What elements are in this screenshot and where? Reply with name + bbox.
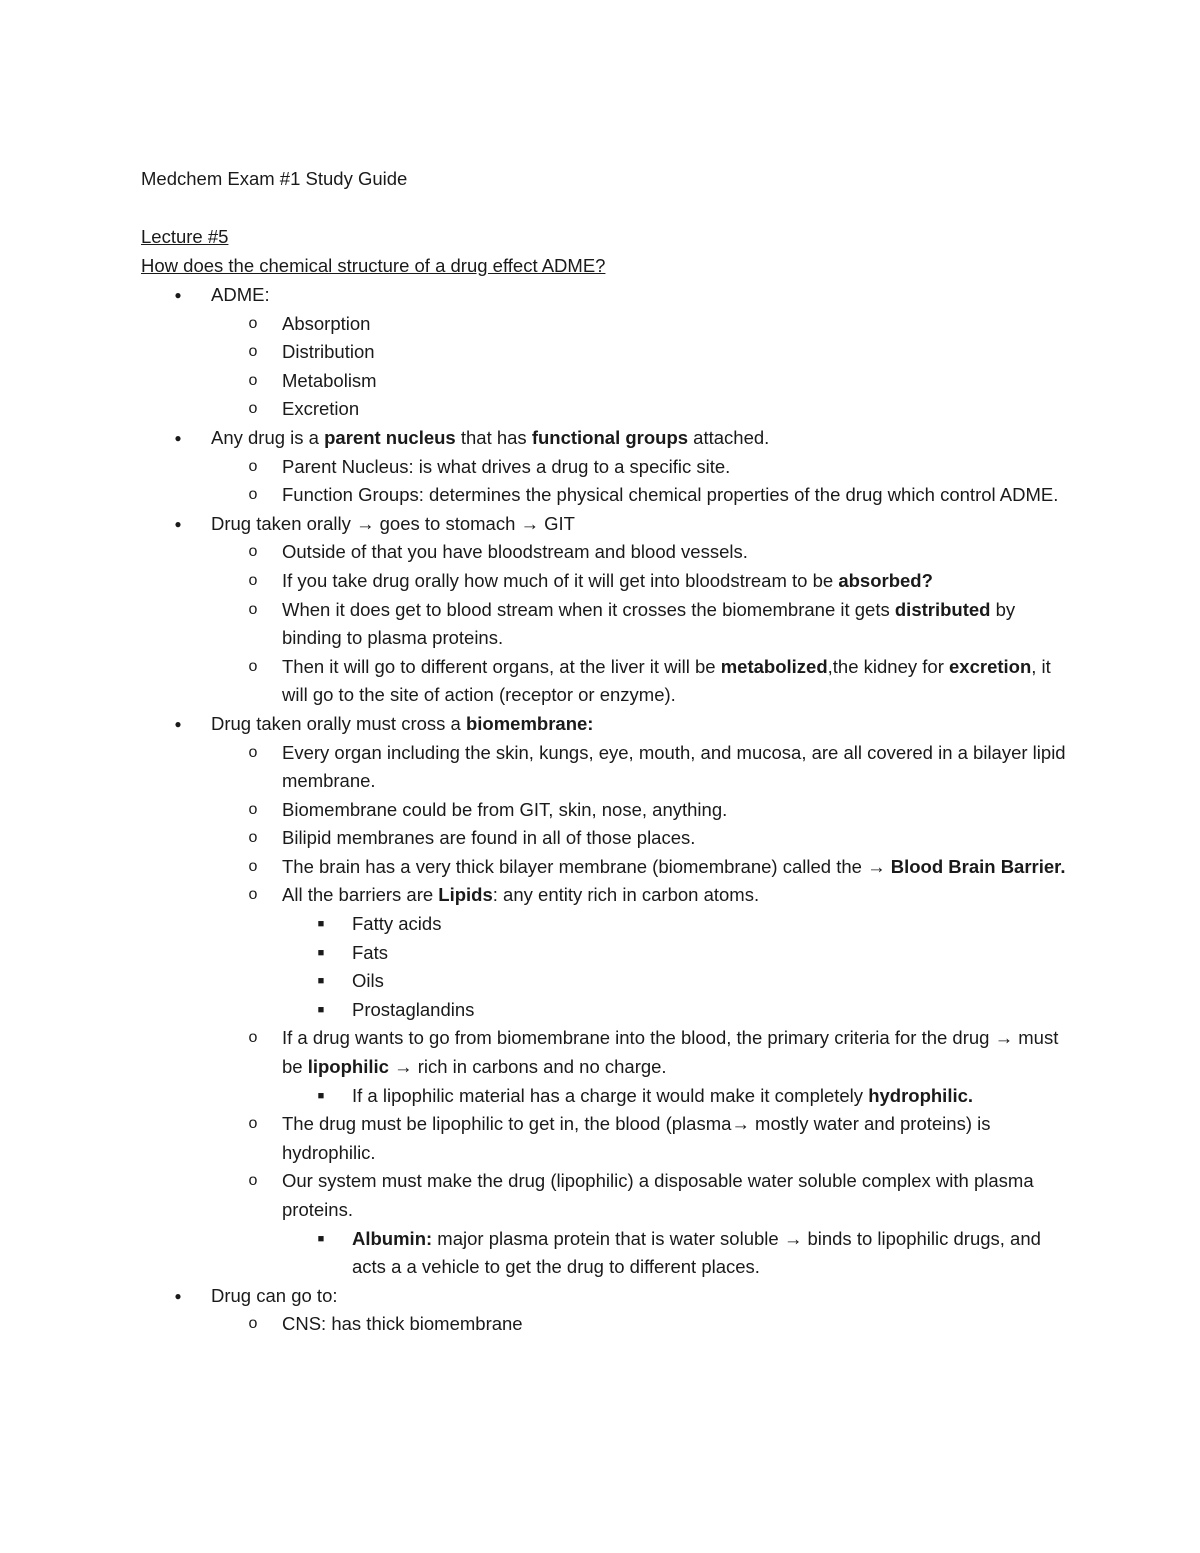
text-segment: When it does get to blood stream when it crosses the biomembrane it gets — [282, 598, 895, 620]
bullet-square-icon: ■ — [317, 1232, 325, 1245]
list-item-level-3 — [0, 1082, 1200, 1111]
list-item-level-3 — [0, 939, 1200, 968]
bold-term: absorbed? — [838, 569, 933, 591]
list-item-level-1 — [0, 1282, 1200, 1311]
text-segment: Drug can go to: — [211, 1284, 338, 1306]
list-item-level-2 — [0, 596, 1200, 653]
list-item-text — [282, 338, 1072, 367]
text-segment: → rich in carbons and no charge. — [388, 1056, 667, 1078]
list-item-level-2 — [0, 538, 1200, 567]
list-item-text — [352, 967, 1072, 996]
list-item-text — [352, 910, 1072, 939]
text-segment: If a drug wants to go from biomembrane into the blood, the primary criteria for the drug → must be — [282, 1027, 1059, 1078]
bullet-square-icon: ■ — [317, 975, 325, 988]
list-item-level-3 — [0, 996, 1200, 1025]
text-segment: , it will go to the site of action (receptor or enzyme). — [282, 655, 1051, 706]
list-item-text — [282, 453, 1072, 482]
text-segment: Oils — [352, 970, 384, 992]
list-item-level-2 — [0, 310, 1200, 339]
list-item-text — [282, 395, 1072, 424]
bullet-dot-icon: ● — [174, 1288, 182, 1303]
bold-term: distributed — [894, 598, 991, 620]
list-item-level-1 — [0, 710, 1200, 739]
bullet-square-icon: ■ — [317, 918, 325, 931]
text-segment: Our system must make the drug (lipophilic) a disposable water soluble complex with plasma proteins. — [282, 1170, 1034, 1220]
text-segment: attached. — [688, 426, 770, 448]
list-item-text — [282, 1310, 1072, 1339]
text-segment: The drug must be lipophilic to get in, the blood (plasma→ mostly water and proteins) is hydrophilic. — [282, 1113, 991, 1163]
bold-term: Albumin: — [352, 1227, 433, 1249]
list-item-text — [211, 281, 1071, 310]
list-item-text — [211, 1282, 1071, 1311]
bold-term: hydrophilic. — [868, 1084, 974, 1106]
list-item-text — [282, 1167, 1072, 1224]
list-item-text — [282, 567, 1072, 596]
list-item-text — [282, 1024, 1072, 1081]
list-item-text — [282, 796, 1072, 825]
bold-term: lipophilic — [307, 1056, 389, 1078]
list-item-level-2 — [0, 653, 1200, 710]
bullet-dot-icon: ● — [174, 430, 182, 445]
list-item-text — [282, 596, 1072, 653]
document-title: Medchem Exam #1 Study Guide — [141, 168, 408, 189]
bullet-circle-icon: o — [248, 371, 258, 389]
text-segment: CNS: has thick biomembrane — [282, 1313, 523, 1335]
bullet-circle-icon: o — [248, 657, 258, 675]
bold-term: Blood Brain Barrier. — [890, 855, 1066, 877]
list-item-text — [282, 1110, 1072, 1167]
text-segment: Drug taken orally → goes to stomach → GIT — [211, 512, 575, 534]
list-item-text — [352, 1225, 1072, 1282]
list-item-level-2 — [0, 567, 1200, 596]
list-item-level-2 — [0, 367, 1200, 396]
list-item-level-2 — [0, 395, 1200, 424]
bullet-circle-icon: o — [248, 1029, 258, 1047]
bullet-circle-icon: o — [248, 571, 258, 589]
bullet-circle-icon: o — [248, 1172, 258, 1190]
bullet-dot-icon: ● — [174, 288, 182, 302]
text-segment: All the barriers are — [282, 884, 439, 906]
text-segment: by binding to plasma proteins. — [282, 598, 1016, 649]
bullet-square-icon: ■ — [317, 1003, 325, 1016]
list-item-level-2 — [0, 1024, 1200, 1081]
bold-term: parent nucleus — [324, 426, 456, 448]
bullet-circle-icon: o — [248, 743, 258, 761]
bullet-circle-icon: o — [248, 857, 258, 875]
bullet-square-icon: ■ — [317, 946, 325, 959]
text-segment: Outside of that you have bloodstream and blood vessels. — [282, 541, 748, 563]
text-segment: Excretion — [282, 398, 360, 420]
text-segment: The brain has a very thick bilayer membrane (biomembrane) called the → — [282, 855, 891, 877]
text-segment: Drug taken orally must cross a — [211, 712, 466, 734]
bullet-circle-icon: o — [248, 486, 258, 504]
list-item-level-2 — [0, 338, 1200, 367]
list-item-level-2 — [0, 824, 1200, 853]
bullet-circle-icon: o — [248, 457, 258, 475]
list-item-text — [282, 824, 1072, 853]
list-item-level-2 — [0, 796, 1200, 825]
text-segment: Absorption — [282, 312, 371, 334]
list-item-text — [282, 881, 1072, 910]
bold-term: functional groups — [531, 426, 689, 448]
list-item-text — [282, 481, 1072, 510]
bold-term: metabolized — [720, 655, 828, 677]
text-segment: If a lipophilic material has a charge it would make it completely — [352, 1084, 869, 1106]
list-item-text — [352, 996, 1072, 1025]
list-item-text — [282, 310, 1072, 339]
list-item-level-1 — [0, 424, 1200, 453]
list-item-level-2 — [0, 1310, 1200, 1339]
list-item-level-3 — [0, 1225, 1200, 1282]
list-item-text — [282, 739, 1072, 796]
text-segment: Bilipid membranes are found in all of those places. — [282, 827, 696, 849]
bullet-circle-icon: o — [248, 343, 258, 361]
section-question: How does the chemical structure of a drug effect ADME? — [141, 255, 606, 276]
outline-list — [0, 281, 1200, 1339]
lecture-heading: Lecture #5 — [141, 226, 229, 247]
list-item-text — [282, 367, 1072, 396]
bullet-circle-icon: o — [248, 543, 258, 561]
bullet-square-icon: ■ — [317, 1089, 325, 1102]
bullet-circle-icon: o — [248, 1115, 258, 1133]
bullet-circle-icon: o — [248, 886, 258, 904]
text-segment: Any drug is a — [211, 426, 325, 448]
text-segment: Function Groups: determines the physical chemical properties of the drug which control ADME. — [282, 484, 1059, 506]
text-segment: : any entity rich in carbon atoms. — [492, 884, 760, 906]
list-item-level-1 — [0, 281, 1200, 310]
text-segment: Biomembrane could be from GIT, skin, nose, anything. — [282, 798, 728, 820]
bullet-dot-icon: ● — [174, 716, 182, 731]
list-item-text — [282, 653, 1072, 710]
list-item-level-2 — [0, 881, 1200, 910]
list-item-text — [282, 538, 1072, 567]
bold-term: excretion — [949, 655, 1032, 677]
bold-term: biomembrane: — [465, 712, 594, 734]
text-segment: Parent Nucleus: is what drives a drug to a specific site. — [282, 455, 731, 477]
bullet-circle-icon: o — [248, 1315, 258, 1333]
text-segment: Fatty acids — [352, 913, 442, 935]
text-segment: Then it will go to different organs, at the liver it will be — [282, 655, 721, 677]
text-segment: Prostaglandins — [352, 998, 475, 1020]
list-item-level-1 — [0, 510, 1200, 539]
bullet-dot-icon: ● — [174, 516, 182, 531]
text-segment: ,the kidney for — [827, 655, 949, 677]
text-segment: If you take drug orally how much of it will get into bloodstream to be — [282, 569, 839, 591]
text-segment: that has — [455, 426, 532, 448]
list-item-level-2 — [0, 853, 1200, 882]
list-item-level-2 — [0, 481, 1200, 510]
list-item-level-2 — [0, 1110, 1200, 1167]
text-segment: ADME: — [211, 284, 270, 305]
text-segment: Fats — [352, 941, 388, 963]
list-item-text — [352, 939, 1072, 968]
list-item-text — [211, 510, 1071, 539]
bold-term: Lipids — [438, 884, 493, 906]
bullet-circle-icon: o — [248, 800, 258, 818]
list-item-text — [352, 1082, 1072, 1111]
list-item-level-2 — [0, 1167, 1200, 1224]
list-item-text — [282, 853, 1072, 882]
list-item-level-3 — [0, 910, 1200, 939]
list-item-level-3 — [0, 967, 1200, 996]
text-segment: Metabolism — [282, 369, 377, 391]
list-item-text — [211, 710, 1071, 739]
bullet-circle-icon: o — [248, 314, 258, 332]
list-item-level-2 — [0, 739, 1200, 796]
list-item-level-2 — [0, 453, 1200, 482]
text-segment: Every organ including the skin, kungs, eye, mouth, and mucosa, are all covered in a bilayer lipid membrane. — [282, 741, 1066, 792]
text-segment: major plasma protein that is water soluble → binds to lipophilic drugs, and acts a a vehicle to get the drug to different places. — [352, 1227, 1041, 1278]
text-segment: Distribution — [282, 341, 375, 363]
bullet-circle-icon: o — [248, 600, 258, 618]
bullet-circle-icon: o — [248, 400, 258, 418]
bullet-circle-icon: o — [248, 829, 258, 847]
list-item-text — [211, 424, 1071, 453]
